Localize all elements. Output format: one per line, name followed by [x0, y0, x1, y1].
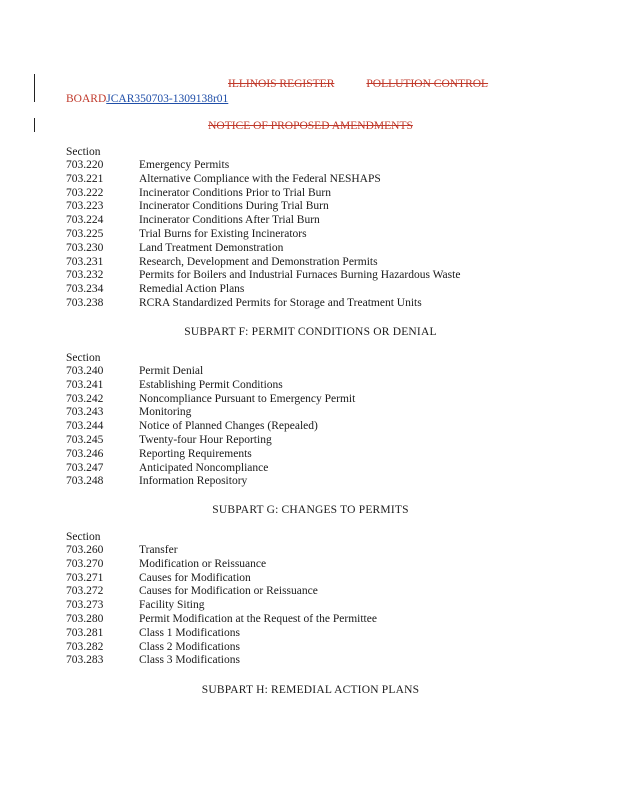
section-row — [66, 393, 355, 407]
section-title: Incinerator Conditions After Trial Burn — [139, 214, 320, 227]
section-number: 703.232 — [66, 269, 104, 282]
section-title: Monitoring — [139, 406, 192, 419]
section-row — [66, 297, 460, 311]
section-title: Class 1 Modifications — [139, 626, 240, 639]
section-number: 703.223 — [66, 200, 104, 213]
section-row — [66, 214, 460, 228]
section-number: 703.260 — [66, 544, 104, 556]
section-title: Emergency Permits — [139, 159, 230, 171]
section-title: Information Repository — [139, 475, 248, 488]
agency-name: POLLUTION CONTROL — [366, 78, 489, 90]
section-number: 703.280 — [66, 612, 104, 625]
section-row — [66, 187, 460, 201]
section-title: Noncompliance Pursuant to Emergency Permit — [139, 392, 356, 405]
section-number: 703.220 — [66, 159, 104, 171]
section-row — [66, 420, 355, 434]
section-title: Permit Modification at the Request of the Permittee — [139, 612, 377, 625]
section-title: Modification or Reissuance — [139, 557, 267, 570]
section-title: Trial Burns for Existing Incinerators — [139, 227, 307, 240]
section-number: 703.234 — [66, 283, 104, 296]
section-number: 703.247 — [66, 461, 104, 474]
section-row — [66, 228, 460, 242]
section-number: 703.243 — [66, 406, 104, 419]
section-row — [66, 613, 377, 627]
section-row — [66, 585, 377, 599]
section-row — [66, 627, 377, 641]
section-number: 703.281 — [66, 626, 104, 639]
section-title: Permits for Boilers and Industrial Furnaces Burning Hazardous Waste — [139, 269, 461, 282]
section-row — [66, 242, 460, 256]
register-title: ILLINOIS REGISTER — [228, 78, 335, 90]
board-name: BOARD — [66, 93, 107, 105]
section-row — [66, 283, 460, 297]
section-title: Anticipated Noncompliance — [139, 461, 269, 474]
section-row — [66, 654, 377, 668]
section-row — [66, 462, 355, 476]
section-title: Facility Siting — [139, 599, 205, 612]
section-number: 703.282 — [66, 640, 104, 653]
subpart-heading: SUBPART H: REMEDIAL ACTION PLANS — [201, 684, 420, 696]
board-line — [66, 93, 228, 105]
section-title: Land Treatment Demonstration — [139, 241, 284, 254]
section-number: 703.246 — [66, 447, 104, 460]
section-number: 703.273 — [66, 599, 104, 612]
section-row — [66, 599, 377, 613]
section-title: Incinerator Conditions During Trial Burn — [139, 200, 329, 213]
section-label: Section — [66, 146, 101, 158]
section-row — [66, 406, 355, 420]
section-title: Establishing Permit Conditions — [139, 378, 283, 391]
section-title: Causes for Modification or Reissuance — [139, 585, 318, 598]
subpart-heading: SUBPART F: PERMIT CONDITIONS OR DENIAL — [184, 326, 437, 338]
section-title: Class 2 Modifications — [139, 640, 240, 653]
section-number: 703.270 — [66, 557, 104, 570]
section-number: 703.283 — [66, 654, 104, 667]
section-label: Section — [66, 531, 101, 543]
section-title: Twenty-four Hour Reporting — [139, 433, 272, 446]
section-row — [66, 448, 355, 462]
section-row — [66, 200, 460, 214]
section-list — [66, 159, 460, 311]
section-number: 703.248 — [66, 475, 104, 488]
section-number: 703.224 — [66, 214, 104, 227]
section-number: 703.238 — [66, 296, 104, 309]
section-label: Section — [66, 352, 101, 364]
section-row — [66, 173, 460, 187]
notice-title: NOTICE OF PROPOSED AMENDMENTS — [208, 120, 413, 132]
section-number: 703.222 — [66, 186, 104, 199]
section-title: Remedial Action Plans — [139, 283, 245, 296]
section-number: 703.241 — [66, 378, 104, 391]
section-title: Notice of Planned Changes (Repealed) — [139, 420, 318, 433]
section-row — [66, 159, 460, 173]
section-title: Research, Development and Demonstration Permits — [139, 255, 378, 268]
section-number: 703.242 — [66, 392, 104, 405]
section-number: 703.240 — [66, 365, 104, 377]
section-number: 703.221 — [66, 172, 104, 185]
section-row — [66, 365, 355, 379]
section-title: Class 3 Modifications — [139, 654, 240, 667]
section-title: RCRA Standardized Permits for Storage and Treatment Units — [139, 296, 422, 309]
section-row — [66, 544, 377, 558]
subpart-heading: SUBPART G: CHANGES TO PERMITS — [212, 504, 409, 516]
section-title: Causes for Modification — [139, 571, 251, 584]
section-list — [66, 365, 355, 489]
section-title: Alternative Compliance with the Federal NESHAPS — [139, 172, 381, 185]
section-row — [66, 558, 377, 572]
jcar-reference: JCAR350703-1309138r01 — [106, 93, 229, 105]
section-title: Transfer — [139, 544, 178, 556]
header-line — [228, 78, 488, 90]
change-bar — [34, 74, 35, 102]
section-number: 703.230 — [66, 241, 104, 254]
section-title: Permit Denial — [139, 365, 204, 377]
section-number: 703.271 — [66, 571, 104, 584]
section-row — [66, 269, 460, 283]
section-number: 703.245 — [66, 433, 104, 446]
section-title: Reporting Requirements — [139, 447, 252, 460]
section-row — [66, 379, 355, 393]
section-row — [66, 475, 355, 489]
section-row — [66, 641, 377, 655]
section-number: 703.231 — [66, 255, 104, 268]
section-row — [66, 256, 460, 270]
section-title: Incinerator Conditions Prior to Trial Burn — [139, 186, 331, 199]
section-number: 703.225 — [66, 227, 104, 240]
section-list — [66, 544, 377, 668]
section-number: 703.272 — [66, 585, 104, 598]
section-number: 703.244 — [66, 420, 104, 433]
section-row — [66, 572, 377, 586]
section-row — [66, 434, 355, 448]
